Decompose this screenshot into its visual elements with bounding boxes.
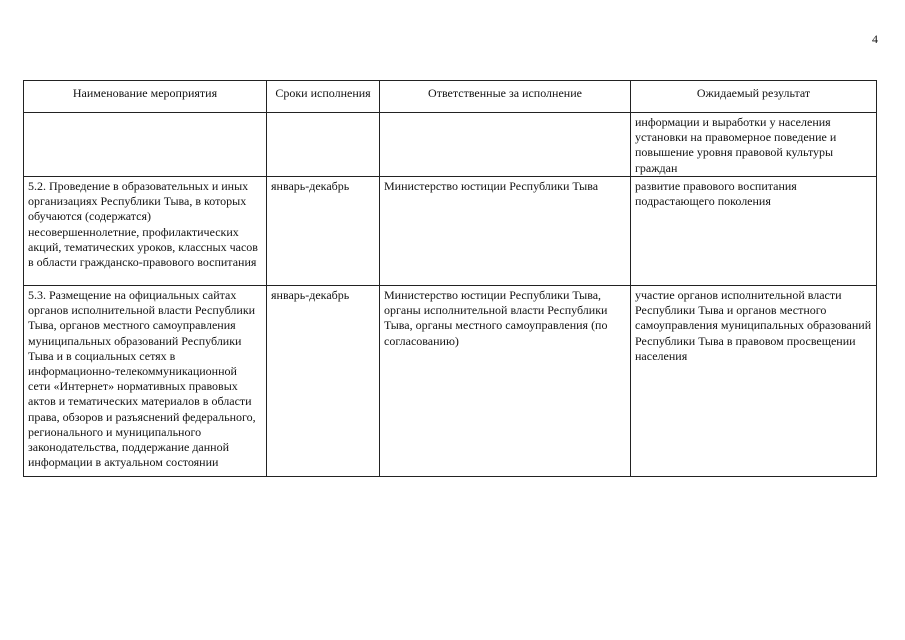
cell-responsible: Министерство юстиции Республики Тыва, органы исполнительной власти Республики Тыва, органы местного самоуправления (по согласованию) <box>380 286 631 477</box>
header-activity: Наименование мероприятия <box>24 81 267 113</box>
page-number: 4 <box>872 32 878 46</box>
cell-period <box>267 113 380 177</box>
cell-responsible: Министерство юстиции Республики Тыва <box>380 177 631 286</box>
cell-result: информации и выработки у населения установки на правомерное поведение и повышение уровня правовой культуры граждан <box>631 113 877 177</box>
cell-period: январь-декабрь <box>267 177 380 286</box>
table-header-row <box>24 81 877 113</box>
cell-responsible <box>380 113 631 177</box>
header-period: Сроки исполнения <box>267 81 380 113</box>
header-result: Ожидаемый результат <box>631 81 877 113</box>
cell-result: развитие правового воспитания подрастающего поколения <box>631 177 877 286</box>
header-responsible: Ответственные за исполнение <box>380 81 631 113</box>
table-row <box>24 286 877 477</box>
cell-result: участие органов исполнительной власти Республики Тыва и органов местного самоуправления муниципальных образований Республики Тыва в правовом просвещении населения <box>631 286 877 477</box>
table-row <box>24 113 877 177</box>
cell-activity <box>24 113 267 177</box>
activity-plan-table <box>23 80 877 477</box>
cell-period: январь-декабрь <box>267 286 380 477</box>
table-row <box>24 177 877 286</box>
cell-activity: 5.2. Проведение в образовательных и иных организациях Республики Тыва, в которых обучаются (содержатся) несовершеннолетние, профилактических акций, тематических уроков, классных часов в области гражданско-правового воспитания <box>24 177 267 286</box>
cell-activity: 5.3. Размещение на официальных сайтах органов исполнительной власти Республики Тыва, органов местного самоуправления муниципальных образований Республики Тыва и в социальных сетях в информационно-телекоммуникационной сети «Интернет» нормативных правовых актов и тематических материалов в области права, обзоров и разъяснений федерального, регионального и муниципального законодательства, поддержание данной информации в актуальном состоянии <box>24 286 267 477</box>
